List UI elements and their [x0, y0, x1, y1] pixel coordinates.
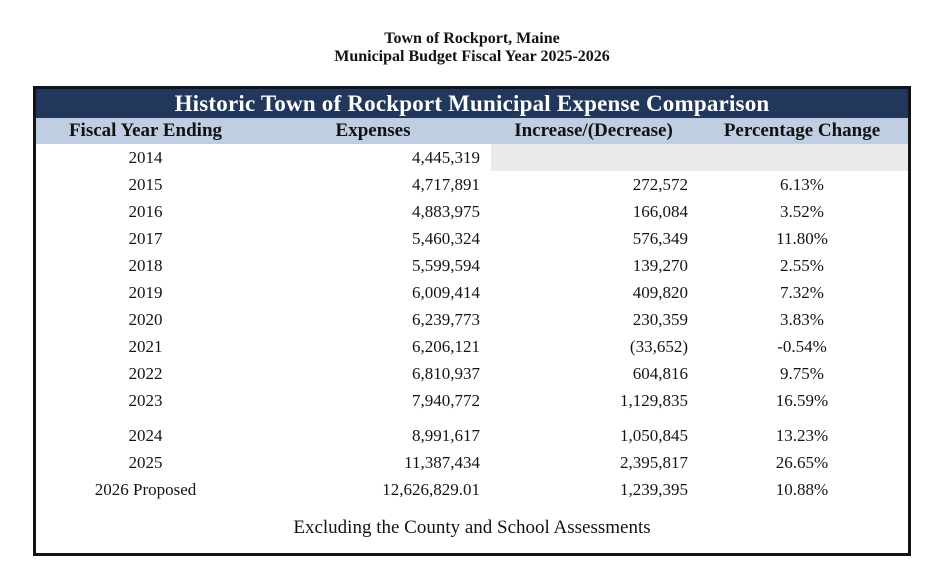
percentage-change-cell: 3.83% — [780, 310, 824, 329]
increase-decrease-cell: 1,050,845 — [620, 426, 688, 445]
expense-comparison-table — [33, 86, 911, 556]
row-spacer-cell — [36, 414, 908, 422]
increase-decrease-cell — [491, 144, 696, 171]
table-row — [36, 144, 908, 171]
document-title-line1: Town of Rockport, Maine — [384, 30, 560, 47]
expenses-cell: 7,940,772 — [412, 391, 480, 410]
increase-decrease-cell: 604,816 — [632, 364, 688, 383]
document-title-line2: Municipal Budget Fiscal Year 2025-2026 — [334, 48, 610, 65]
percentage-change-cell: -0.54% — [777, 337, 827, 356]
increase-decrease-cell: 409,820 — [632, 283, 688, 302]
expense-table — [36, 118, 908, 503]
column-header-increase-decrease: Increase/(Decrease) — [491, 118, 696, 144]
expenses-cell: 5,599,594 — [412, 256, 480, 275]
percentage-change-cell: 2.55% — [780, 256, 824, 275]
expenses-cell: 4,445,319 — [412, 148, 480, 167]
fiscal-year-cell: 2016 — [128, 202, 163, 221]
table-header-row — [36, 118, 908, 144]
table-row — [36, 476, 908, 503]
table-footnote: Excluding the County and School Assessments — [293, 517, 651, 538]
fiscal-year-cell: 2015 — [128, 175, 163, 194]
fiscal-year-cell: 2021 — [128, 337, 163, 356]
percentage-change-cell: 26.65% — [775, 453, 829, 472]
percentage-change-cell: 13.23% — [775, 426, 829, 445]
table-row — [36, 252, 908, 279]
percentage-change-cell: 6.13% — [780, 175, 824, 194]
table-row — [36, 360, 908, 387]
table-row — [36, 279, 908, 306]
percentage-change-cell: 10.88% — [775, 480, 829, 499]
percentage-change-cell: 16.59% — [775, 391, 829, 410]
increase-decrease-cell: (33,652) — [629, 337, 688, 356]
table-row — [36, 449, 908, 476]
table-row — [36, 171, 908, 198]
increase-decrease-cell: 1,239,395 — [620, 480, 688, 499]
column-header-fiscal-year-ending: Fiscal Year Ending — [36, 118, 255, 144]
expenses-cell: 6,009,414 — [412, 283, 480, 302]
table-row — [36, 422, 908, 449]
table-row — [36, 306, 908, 333]
expenses-cell: 5,460,324 — [412, 229, 480, 248]
expenses-cell: 11,387,434 — [404, 453, 480, 472]
increase-decrease-cell: 2,395,817 — [620, 453, 688, 472]
percentage-change-cell: 7.32% — [780, 283, 824, 302]
column-header-expenses: Expenses — [255, 118, 491, 144]
increase-decrease-cell: 272,572 — [632, 175, 688, 194]
fiscal-year-cell: 2024 — [128, 426, 163, 445]
expenses-cell: 12,626,829.01 — [382, 480, 480, 499]
increase-decrease-cell: 1,129,835 — [620, 391, 688, 410]
fiscal-year-cell: 2026 Proposed — [94, 480, 197, 499]
column-header-percentage-change: Percentage Change — [696, 118, 908, 144]
expenses-cell: 4,883,975 — [412, 202, 480, 221]
fiscal-year-cell: 2023 — [128, 391, 163, 410]
row-spacer — [36, 414, 908, 422]
expenses-cell: 4,717,891 — [412, 175, 480, 194]
fiscal-year-cell: 2014 — [128, 148, 163, 167]
table-row — [36, 387, 908, 414]
table-row — [36, 198, 908, 225]
expenses-cell: 6,810,937 — [412, 364, 480, 383]
document-title — [33, 30, 911, 66]
fiscal-year-cell: 2017 — [128, 229, 163, 248]
percentage-change-cell — [696, 144, 908, 171]
increase-decrease-cell: 139,270 — [632, 256, 688, 275]
percentage-change-cell: 9.75% — [780, 364, 824, 383]
expenses-cell: 6,239,773 — [412, 310, 480, 329]
fiscal-year-cell: 2025 — [128, 453, 163, 472]
table-title: Historic Town of Rockport Municipal Expense Comparison — [36, 89, 908, 118]
fiscal-year-cell: 2019 — [128, 283, 163, 302]
table-row — [36, 333, 908, 360]
expenses-cell: 6,206,121 — [412, 337, 480, 356]
increase-decrease-cell: 576,349 — [632, 229, 688, 248]
fiscal-year-cell: 2022 — [128, 364, 163, 383]
table-row — [36, 225, 908, 252]
percentage-change-cell: 11.80% — [776, 229, 828, 248]
increase-decrease-cell: 230,359 — [632, 310, 688, 329]
fiscal-year-cell: 2018 — [128, 256, 163, 275]
percentage-change-cell: 3.52% — [780, 202, 824, 221]
expenses-cell: 8,991,617 — [412, 426, 480, 445]
fiscal-year-cell: 2020 — [128, 310, 163, 329]
increase-decrease-cell: 166,084 — [632, 202, 688, 221]
